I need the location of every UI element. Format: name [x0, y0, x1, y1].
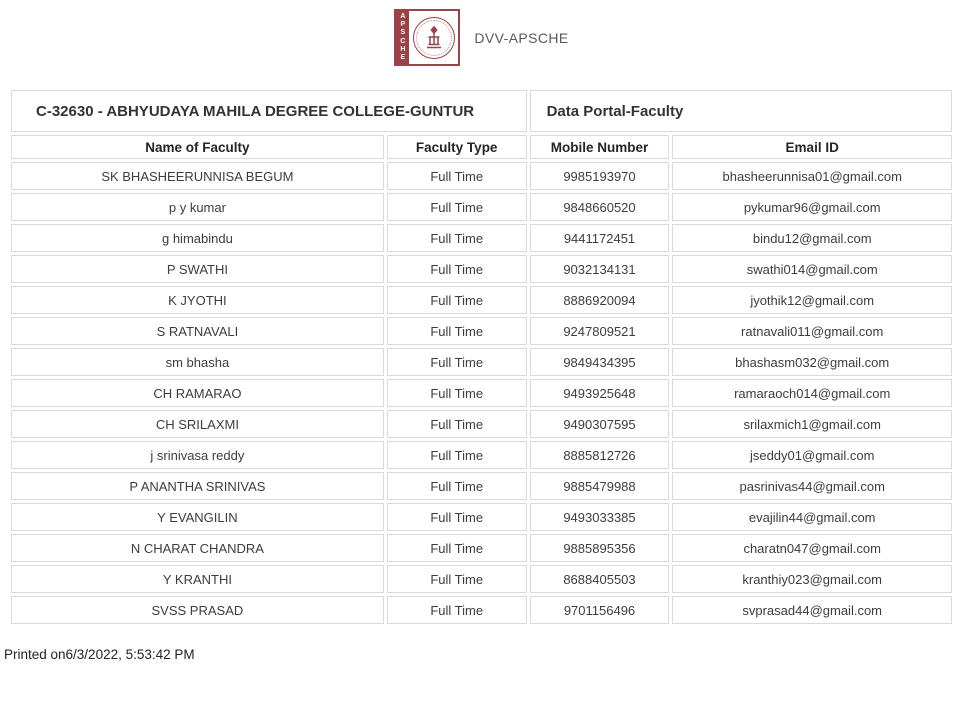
column-header-email-id: Email ID: [672, 135, 952, 159]
table-column-header-row: [11, 135, 952, 159]
faculty-name-cell: CH RAMARAO: [11, 379, 384, 407]
app-title: DVV-APSCHE: [474, 29, 569, 46]
faculty-table: [8, 87, 955, 627]
table-row: [11, 410, 952, 438]
mobile-number-cell: 9885895356: [530, 534, 670, 562]
table-row: [11, 379, 952, 407]
apsche-logo-strip-text: APSCHE: [396, 11, 409, 64]
table-row: [11, 348, 952, 376]
faculty-name-cell: g himabindu: [11, 224, 384, 252]
faculty-name-cell: Y KRANTHI: [11, 565, 384, 593]
faculty-name-cell: p y kumar: [11, 193, 384, 221]
email-id-cell: svprasad44@gmail.com: [672, 596, 952, 624]
mobile-number-cell: 9885479988: [530, 472, 670, 500]
faculty-type-cell: Full Time: [387, 410, 527, 438]
table-row: [11, 286, 952, 314]
column-header-faculty-type: Faculty Type: [387, 135, 527, 159]
apsche-seal-circle: [413, 17, 455, 59]
faculty-name-cell: N CHARAT CHANDRA: [11, 534, 384, 562]
email-id-cell: bhashasm032@gmail.com: [672, 348, 952, 376]
faculty-type-cell: Full Time: [387, 286, 527, 314]
email-id-cell: jyothik12@gmail.com: [672, 286, 952, 314]
table-row: [11, 565, 952, 593]
seal-tree-icon: [423, 25, 445, 51]
printed-on-text: Printed on6/3/2022, 5:53:42 PM: [4, 647, 195, 662]
print-footer: [4, 647, 963, 662]
mobile-number-cell: 9493925648: [530, 379, 670, 407]
table-title-row: [11, 90, 952, 132]
email-id-cell: bhasheerunnisa01@gmail.com: [672, 162, 952, 190]
faculty-name-cell: CH SRILAXMI: [11, 410, 384, 438]
faculty-rows: [11, 162, 952, 624]
email-id-cell: pykumar96@gmail.com: [672, 193, 952, 221]
faculty-type-cell: Full Time: [387, 162, 527, 190]
table-row: [11, 255, 952, 283]
table-row: [11, 317, 952, 345]
table-row: [11, 596, 952, 624]
table-row: [11, 441, 952, 469]
college-title: C-32630 - ABHYUDAYA MAHILA DEGREE COLLEGE-GUNTUR: [11, 90, 527, 132]
faculty-type-cell: Full Time: [387, 441, 527, 469]
faculty-type-cell: Full Time: [387, 379, 527, 407]
faculty-name-cell: SK BHASHEERUNNISA BEGUM: [11, 162, 384, 190]
mobile-number-cell: 9493033385: [530, 503, 670, 531]
faculty-type-cell: Full Time: [387, 317, 527, 345]
mobile-number-cell: 9849434395: [530, 348, 670, 376]
column-header-mobile-number: Mobile Number: [530, 135, 670, 159]
faculty-type-cell: Full Time: [387, 348, 527, 376]
mobile-number-cell: 8688405503: [530, 565, 670, 593]
faculty-type-cell: Full Time: [387, 503, 527, 531]
mobile-number-cell: 9985193970: [530, 162, 670, 190]
table-row: [11, 193, 952, 221]
faculty-type-cell: Full Time: [387, 255, 527, 283]
table-row: [11, 472, 952, 500]
faculty-name-cell: K JYOTHI: [11, 286, 384, 314]
email-id-cell: ratnavali011@gmail.com: [672, 317, 952, 345]
portal-title: Data Portal-Faculty: [530, 90, 952, 132]
email-id-cell: kranthiy023@gmail.com: [672, 565, 952, 593]
email-id-cell: bindu12@gmail.com: [672, 224, 952, 252]
faculty-name-cell: P SWATHI: [11, 255, 384, 283]
apsche-seal: [409, 11, 458, 64]
app-header: [0, 0, 963, 66]
faculty-type-cell: Full Time: [387, 193, 527, 221]
mobile-number-cell: 9701156496: [530, 596, 670, 624]
email-id-cell: charatn047@gmail.com: [672, 534, 952, 562]
table-row: [11, 162, 952, 190]
faculty-name-cell: sm bhasha: [11, 348, 384, 376]
mobile-number-cell: 9032134131: [530, 255, 670, 283]
faculty-type-cell: Full Time: [387, 534, 527, 562]
table-row: [11, 503, 952, 531]
faculty-type-cell: Full Time: [387, 565, 527, 593]
email-id-cell: jseddy01@gmail.com: [672, 441, 952, 469]
email-id-cell: ramaraoch014@gmail.com: [672, 379, 952, 407]
faculty-name-cell: S RATNAVALI: [11, 317, 384, 345]
faculty-type-cell: Full Time: [387, 224, 527, 252]
faculty-name-cell: j srinivasa reddy: [11, 441, 384, 469]
faculty-type-cell: Full Time: [387, 472, 527, 500]
faculty-name-cell: P ANANTHA SRINIVAS: [11, 472, 384, 500]
mobile-number-cell: 8886920094: [530, 286, 670, 314]
apsche-logo: [394, 9, 460, 66]
email-id-cell: swathi014@gmail.com: [672, 255, 952, 283]
faculty-name-cell: Y EVANGILIN: [11, 503, 384, 531]
email-id-cell: pasrinivas44@gmail.com: [672, 472, 952, 500]
mobile-number-cell: 9490307595: [530, 410, 670, 438]
faculty-type-cell: Full Time: [387, 596, 527, 624]
mobile-number-cell: 8885812726: [530, 441, 670, 469]
mobile-number-cell: 9441172451: [530, 224, 670, 252]
mobile-number-cell: 9247809521: [530, 317, 670, 345]
table-row: [11, 224, 952, 252]
mobile-number-cell: 9848660520: [530, 193, 670, 221]
email-id-cell: srilaxmich1@gmail.com: [672, 410, 952, 438]
table-row: [11, 534, 952, 562]
column-header-name-of-faculty: Name of Faculty: [11, 135, 384, 159]
faculty-name-cell: SVSS PRASAD: [11, 596, 384, 624]
email-id-cell: evajilin44@gmail.com: [672, 503, 952, 531]
